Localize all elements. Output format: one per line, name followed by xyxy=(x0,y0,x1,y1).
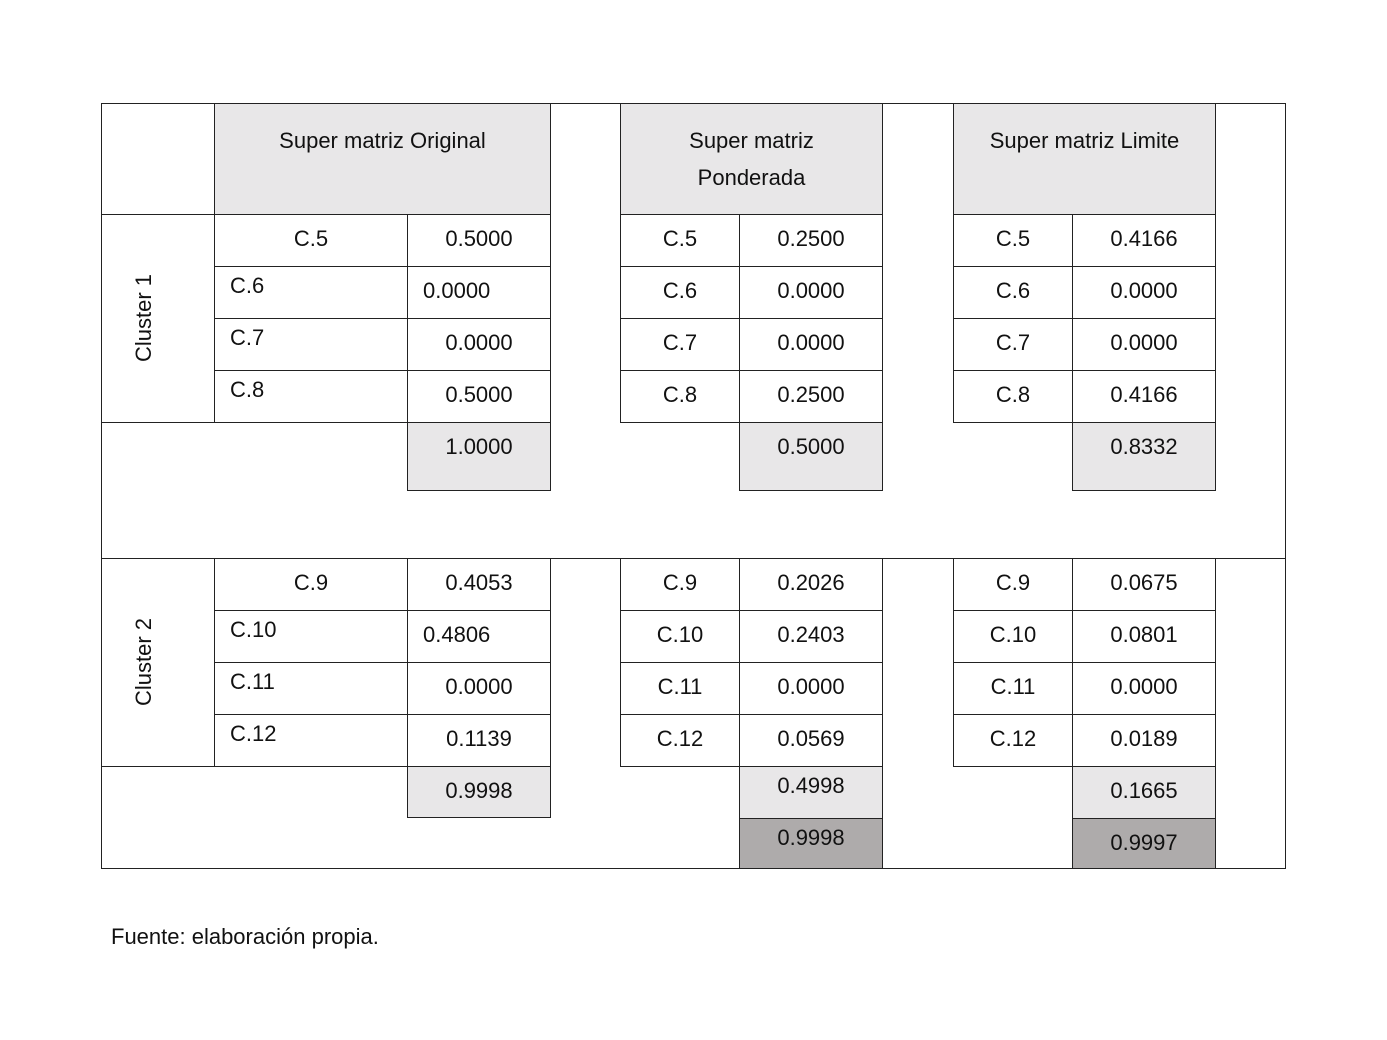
value-cell: 0.2500 xyxy=(739,370,883,423)
row-label: C.11 xyxy=(214,662,408,715)
total-cell: 0.1665 xyxy=(1072,766,1216,819)
row-label: C.6 xyxy=(953,266,1073,319)
row-label: C.10 xyxy=(214,610,408,663)
row-label: C.9 xyxy=(953,558,1073,611)
total-cell: 1.0000 xyxy=(407,422,551,491)
value-cell: 0.0000 xyxy=(739,318,883,371)
row-label: C.7 xyxy=(953,318,1073,371)
value-cell: 0.0000 xyxy=(407,318,551,371)
value-cell: 0.5000 xyxy=(407,214,551,267)
value-cell: 0.0000 xyxy=(1072,266,1216,319)
value-cell: 0.0000 xyxy=(739,266,883,319)
header-ponderada: Super matriz Ponderada xyxy=(620,103,883,215)
row-label: C.10 xyxy=(620,610,740,663)
row-label: C.12 xyxy=(953,714,1073,767)
grand-total-cell: 0.9997 xyxy=(1072,818,1216,869)
cluster-2-label: Cluster 2 xyxy=(131,617,156,707)
value-cell: 0.2026 xyxy=(739,558,883,611)
row-label: C.7 xyxy=(214,318,408,371)
value-cell: 0.2500 xyxy=(739,214,883,267)
row-label: C.6 xyxy=(214,266,408,319)
total-cell: 0.5000 xyxy=(739,422,883,491)
row-label: C.8 xyxy=(953,370,1073,423)
value-cell: 0.0189 xyxy=(1072,714,1216,767)
row-label: C.10 xyxy=(953,610,1073,663)
row-label: C.9 xyxy=(620,558,740,611)
value-cell: 0.0000 xyxy=(407,662,551,715)
value-cell: 0.4166 xyxy=(1072,214,1216,267)
total-cell: 0.8332 xyxy=(1072,422,1216,491)
value-cell: 0.2403 xyxy=(739,610,883,663)
row-label: C.5 xyxy=(620,214,740,267)
row-label: C.12 xyxy=(620,714,740,767)
header-limite: Super matriz Limite xyxy=(953,103,1216,215)
value-cell: 0.0000 xyxy=(1072,318,1216,371)
value-cell: 0.0569 xyxy=(739,714,883,767)
value-cell: 0.5000 xyxy=(407,370,551,423)
header-original: Super matriz Original xyxy=(214,103,551,215)
value-cell: 0.4053 xyxy=(407,558,551,611)
frame-divider xyxy=(101,214,214,215)
row-label: C.7 xyxy=(620,318,740,371)
row-label: C.11 xyxy=(953,662,1073,715)
value-cell: 0.4166 xyxy=(1072,370,1216,423)
grand-total-cell: 0.9998 xyxy=(739,818,883,869)
cluster-1-label: Cluster 1 xyxy=(131,273,156,363)
value-cell: 0.0675 xyxy=(1072,558,1216,611)
value-cell: 0.0000 xyxy=(407,266,551,319)
row-label: C.8 xyxy=(620,370,740,423)
value-cell: 0.0000 xyxy=(1072,662,1216,715)
row-label: C.6 xyxy=(620,266,740,319)
row-label: C.11 xyxy=(620,662,740,715)
value-cell: 0.4806 xyxy=(407,610,551,663)
row-label: C.12 xyxy=(214,714,408,767)
source-note: Fuente: elaboración propia. xyxy=(111,924,379,949)
row-label: C.5 xyxy=(953,214,1073,267)
total-cell: 0.9998 xyxy=(407,766,551,818)
value-cell: 0.0801 xyxy=(1072,610,1216,663)
row-label: C.9 xyxy=(214,558,408,611)
total-cell: 0.4998 xyxy=(739,766,883,819)
row-label: C.5 xyxy=(214,214,408,267)
value-cell: 0.1139 xyxy=(407,714,551,767)
value-cell: 0.0000 xyxy=(739,662,883,715)
row-label: C.8 xyxy=(214,370,408,423)
